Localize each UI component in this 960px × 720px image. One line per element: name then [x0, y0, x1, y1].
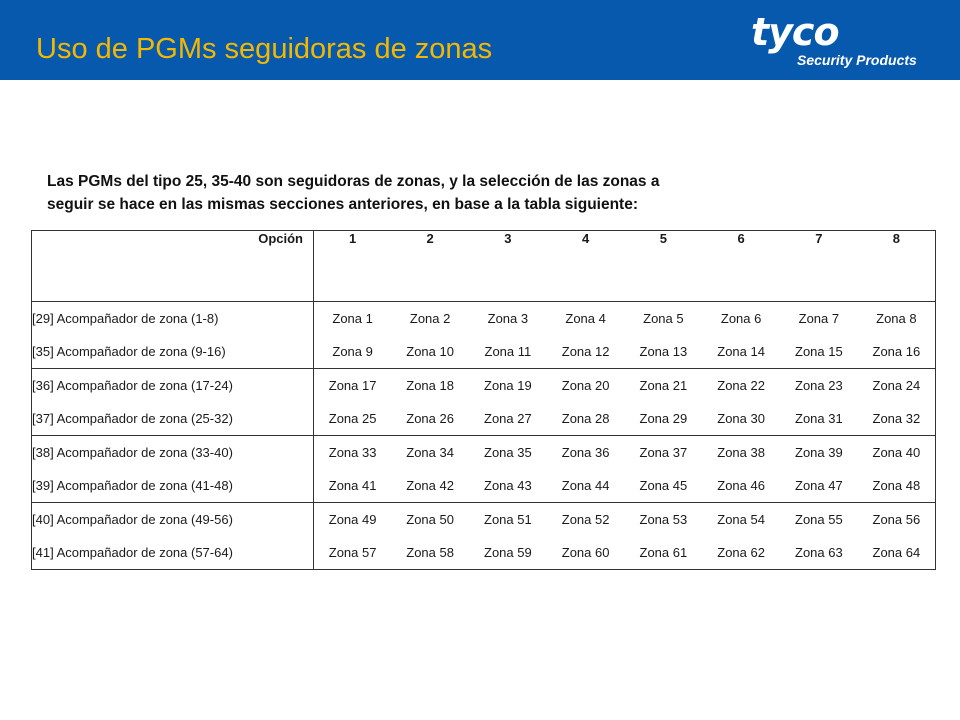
zone-cell: Zona 29 — [639, 411, 688, 426]
zone-cell: Zona 19 — [469, 369, 547, 403]
zone-cell: Zona 43 — [484, 478, 532, 493]
zone-cell: Zona 33 — [314, 436, 392, 470]
option-number: 8 — [892, 231, 900, 246]
zone-cell: Zona 35 — [469, 436, 547, 470]
zone-cell: Zona 32 — [872, 411, 921, 426]
zone-cell: Zona 49 — [314, 503, 392, 537]
zone-cell: Zona 16 — [872, 344, 921, 359]
zone-cell: Zona 57 — [328, 545, 377, 560]
row-label: [35] Acompañador de zona (9-16) — [32, 335, 314, 369]
row-label: [39] Acompañador de zona (41-48) — [32, 469, 314, 503]
zone-cell: Zona 42 — [406, 478, 454, 493]
option-number: 4 — [582, 231, 590, 246]
zone-cell: Zona 41 — [328, 478, 377, 493]
header-bar — [0, 0, 960, 80]
zone-cell: Zona 63 — [795, 545, 843, 560]
option-number: 1 — [349, 231, 357, 246]
row-label: [38] Acompañador de zona (33-40) — [32, 436, 314, 470]
zone-cell: Zona 45 — [639, 478, 688, 493]
tyco-logo — [745, 10, 935, 72]
row-label: [40] Acompañador de zona (49-56) — [32, 503, 314, 537]
zone-cell: Zona 39 — [780, 436, 858, 470]
zone-cell: Zona 55 — [780, 503, 858, 537]
intro-line: Las PGMs del tipo 25, 35-40 son seguidoras de zonas, y la selección de las zonas a — [47, 173, 660, 190]
option-number: 3 — [504, 231, 512, 246]
row-label: [36] Acompañador de zona (17-24) — [32, 369, 314, 403]
zone-cell: Zona 38 — [702, 436, 780, 470]
zone-cell: Zona 58 — [406, 545, 454, 560]
logo-wordmark: tyco — [751, 10, 839, 54]
zone-follower-table — [31, 230, 936, 570]
zone-cell: Zona 11 — [484, 344, 532, 359]
zone-cell: Zona 50 — [391, 503, 469, 537]
zone-cell: Zona 10 — [406, 344, 454, 359]
zone-cell: Zona 64 — [872, 545, 921, 560]
zone-cell: Zona 14 — [717, 344, 765, 359]
zone-cell: Zona 22 — [702, 369, 780, 403]
logo-subtitle: Security Products — [797, 52, 917, 68]
zone-cell: Zona 46 — [717, 478, 765, 493]
zone-cell: Zona 9 — [332, 344, 373, 359]
option-number: 2 — [426, 231, 434, 246]
zone-cell: Zona 25 — [328, 411, 377, 426]
zone-cell: Zona 31 — [795, 411, 843, 426]
zone-cell: Zona 26 — [406, 411, 454, 426]
table-row — [32, 503, 936, 537]
zone-cell: Zona 59 — [484, 545, 532, 560]
zone-cell: Zona 5 — [625, 302, 703, 336]
zone-cell: Zona 60 — [561, 545, 610, 560]
row-label: [29] Acompañador de zona (1-8) — [32, 302, 314, 336]
zone-cell: Zona 20 — [547, 369, 625, 403]
table-row — [32, 302, 936, 336]
zone-cell: Zona 8 — [858, 302, 936, 336]
intro-paragraph — [47, 170, 827, 216]
zone-cell: Zona 54 — [702, 503, 780, 537]
zone-cell: Zona 4 — [547, 302, 625, 336]
zone-cell: Zona 27 — [484, 411, 532, 426]
zone-cell: Zona 52 — [547, 503, 625, 537]
zone-cell: Zona 40 — [858, 436, 936, 470]
option-number: 7 — [815, 231, 823, 246]
zone-cell: Zona 6 — [702, 302, 780, 336]
zone-cell: Zona 3 — [469, 302, 547, 336]
zone-cell: Zona 21 — [625, 369, 703, 403]
page-title: Uso de PGMs seguidoras de zonas — [36, 33, 493, 65]
zone-cell: Zona 28 — [561, 411, 610, 426]
zone-cell: Zona 34 — [391, 436, 469, 470]
table-header-row — [32, 231, 936, 302]
zone-cell: Zona 37 — [625, 436, 703, 470]
table-row — [32, 436, 936, 470]
zone-cell: Zona 17 — [314, 369, 392, 403]
row-label: [37] Acompañador de zona (25-32) — [32, 402, 314, 436]
zone-cell: Zona 62 — [717, 545, 765, 560]
zone-cell: Zona 47 — [795, 478, 843, 493]
zone-cell: Zona 23 — [780, 369, 858, 403]
zone-cell: Zona 2 — [391, 302, 469, 336]
zone-cell: Zona 12 — [561, 344, 610, 359]
zone-cell: Zona 53 — [625, 503, 703, 537]
zone-cell: Zona 56 — [858, 503, 936, 537]
zone-cell: Zona 36 — [547, 436, 625, 470]
zone-cell: Zona 61 — [639, 545, 688, 560]
zone-cell: Zona 48 — [872, 478, 921, 493]
table-row — [32, 402, 936, 436]
table-row — [32, 536, 936, 570]
zone-cell: Zona 30 — [717, 411, 765, 426]
option-header: Opción — [32, 231, 314, 302]
zone-cell: Zona 44 — [561, 478, 610, 493]
row-label: [41] Acompañador de zona (57-64) — [32, 536, 314, 570]
intro-line: seguir se hace en las mismas secciones anteriores, en base a la tabla siguiente: — [47, 196, 638, 213]
zone-cell: Zona 18 — [391, 369, 469, 403]
zone-cell: Zona 51 — [469, 503, 547, 537]
zone-cell: Zona 7 — [780, 302, 858, 336]
table-row — [32, 469, 936, 503]
zone-cell: Zona 15 — [795, 344, 843, 359]
option-number: 6 — [737, 231, 745, 246]
zone-cell: Zona 1 — [314, 302, 392, 336]
zone-cell: Zona 24 — [858, 369, 936, 403]
option-number: 5 — [659, 231, 667, 246]
table-row — [32, 369, 936, 403]
zone-cell: Zona 13 — [639, 344, 688, 359]
table-row — [32, 335, 936, 369]
